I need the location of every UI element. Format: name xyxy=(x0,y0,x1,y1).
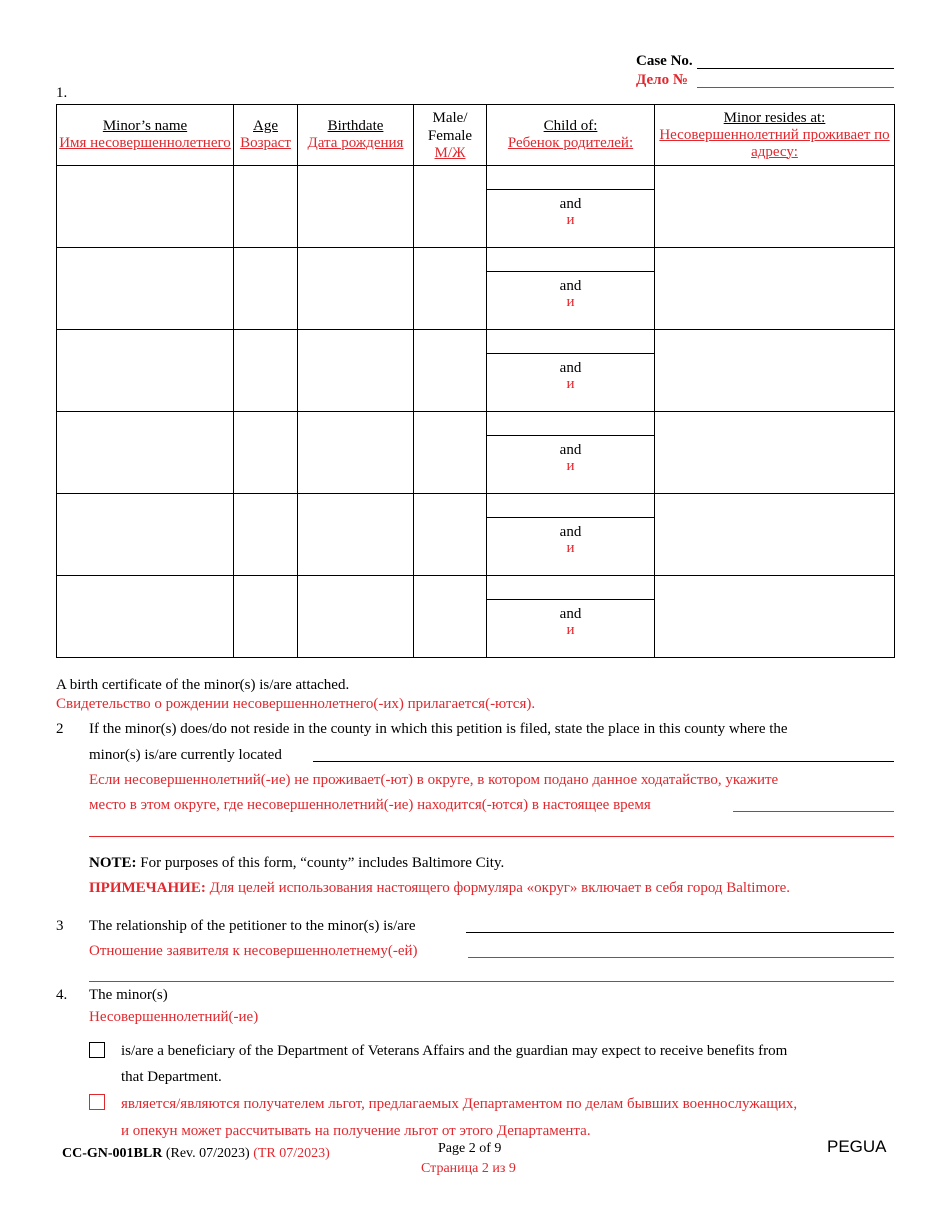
birth-certificate-note: A birth certificate of the minor(s) is/are attached. xyxy=(56,677,350,693)
parent-1-field[interactable] xyxy=(487,576,654,600)
parent-2-field[interactable]: and и xyxy=(559,442,582,474)
parent-2-field[interactable]: and и xyxy=(559,524,582,556)
section-3-text-tr: Отношение заявителя к несовершеннолетнему(-ей) xyxy=(89,943,418,959)
resides-at-cell[interactable] xyxy=(655,248,895,330)
va-beneficiary-text-line2: that Department. xyxy=(121,1069,222,1085)
form-id: CC-GN-001BLR (Rev. 07/2023) (TR 07/2023) xyxy=(62,1146,330,1161)
section-2-number: 2 xyxy=(56,721,64,737)
col-child-of: Child of: Ребенок родителей: xyxy=(487,105,655,166)
minor-name-cell[interactable] xyxy=(57,576,234,658)
sex-cell[interactable] xyxy=(414,330,487,412)
age-cell[interactable] xyxy=(234,494,298,576)
birthdate-cell[interactable] xyxy=(298,248,414,330)
parent-1-field[interactable] xyxy=(487,412,654,436)
section-2-text-tr-line2: место в этом округе, где несовершеннолетний(-ие) находится(-ются) в настоящее время xyxy=(89,797,651,813)
sex-cell[interactable] xyxy=(414,494,487,576)
section-2-text-line2: minor(s) is/are currently located xyxy=(89,747,282,763)
page-number-tr: Страница 2 из 9 xyxy=(421,1161,516,1176)
col-birthdate: Birthdate Дата рождения xyxy=(298,105,414,166)
minor-name-cell[interactable] xyxy=(57,166,234,248)
col-minor-name: Minor’s name Имя несовершеннолетнего xyxy=(57,105,234,166)
va-beneficiary-text-line1: is/are a beneficiary of the Department of Veterans Affairs and the guardian may expect to receive benefits from xyxy=(121,1043,788,1059)
parent-2-field[interactable]: and и xyxy=(559,196,582,228)
minor-name-cell[interactable] xyxy=(57,494,234,576)
col-age: Age Возраст xyxy=(234,105,298,166)
case-no-label-tr: Дело № xyxy=(636,72,688,88)
birthdate-cell[interactable] xyxy=(298,166,414,248)
age-cell[interactable] xyxy=(234,248,298,330)
resides-at-cell[interactable] xyxy=(655,412,895,494)
resides-at-cell[interactable] xyxy=(655,166,895,248)
parent-1-field[interactable] xyxy=(487,166,654,190)
child-of-cell xyxy=(487,412,655,494)
age-cell[interactable] xyxy=(234,412,298,494)
birthdate-cell[interactable] xyxy=(298,494,414,576)
minor-name-cell[interactable] xyxy=(57,248,234,330)
minor-name-cell[interactable] xyxy=(57,330,234,412)
va-beneficiary-checkbox[interactable] xyxy=(89,1042,105,1058)
table-row xyxy=(57,166,895,248)
section-3-text: The relationship of the petitioner to the minor(s) is/are xyxy=(89,918,416,934)
table-row xyxy=(57,248,895,330)
sex-cell[interactable] xyxy=(414,166,487,248)
birthdate-cell[interactable] xyxy=(298,330,414,412)
child-of-cell xyxy=(487,166,655,248)
current-location-field[interactable] xyxy=(313,745,894,762)
section-2-text-tr-line1: Если несовершеннолетний(-ие) не проживает(-ют) в округе, в котором подано данное ходатайство, укажите xyxy=(89,772,779,788)
parent-1-field[interactable] xyxy=(487,248,654,272)
sex-cell[interactable] xyxy=(414,248,487,330)
birthdate-cell[interactable] xyxy=(298,412,414,494)
birthdate-cell[interactable] xyxy=(298,576,414,658)
current-location-tr-line xyxy=(733,795,894,812)
age-cell[interactable] xyxy=(234,166,298,248)
section-1-number: 1. xyxy=(56,85,68,101)
age-cell[interactable] xyxy=(234,330,298,412)
page-number: Page 2 of 9 xyxy=(438,1141,502,1156)
age-cell[interactable] xyxy=(234,576,298,658)
child-of-cell xyxy=(487,576,655,658)
note: NOTE: For purposes of this form, “county” includes Baltimore City. xyxy=(89,855,505,871)
sex-cell[interactable] xyxy=(414,576,487,658)
relationship-tr-line-2 xyxy=(89,965,894,982)
section-4-text: The minor(s) xyxy=(89,987,168,1003)
section-2-text-line1: If the minor(s) does/do not reside in the county in which this petition is filed, state the place in this county where the xyxy=(89,721,788,737)
resides-at-cell[interactable] xyxy=(655,494,895,576)
case-no-label: Case No. xyxy=(636,53,693,69)
note-tr: ПРИМЕЧАНИЕ: Для целей использования настоящего формуляра «округ» включает в себя город Baltimore. xyxy=(89,880,791,896)
va-beneficiary-text-tr-line2: и опекун может рассчитывать на получение льгот от этого Департамента. xyxy=(121,1123,591,1139)
col-sex: Male/ Female М/Ж xyxy=(414,105,487,166)
minors-table xyxy=(56,104,895,658)
child-of-cell xyxy=(487,330,655,412)
language-code: PEGUA xyxy=(827,1137,887,1156)
birth-certificate-note-tr: Свидетельство о рождении несовершеннолетнего(-их) прилагается(-ются). xyxy=(56,696,536,712)
case-no-field[interactable] xyxy=(697,51,894,69)
case-no-field-tr-line xyxy=(697,71,894,88)
va-beneficiary-checkbox-tr[interactable] xyxy=(89,1094,105,1110)
table-row xyxy=(57,330,895,412)
table-row xyxy=(57,494,895,576)
child-of-cell xyxy=(487,494,655,576)
parent-2-field[interactable]: and и xyxy=(559,278,582,310)
current-location-tr-line-2 xyxy=(89,820,894,837)
relationship-field[interactable] xyxy=(466,916,894,933)
parent-2-field[interactable]: and и xyxy=(559,360,582,392)
section-4-number: 4. xyxy=(56,987,68,1003)
parent-1-field[interactable] xyxy=(487,330,654,354)
minor-name-cell[interactable] xyxy=(57,412,234,494)
child-of-cell xyxy=(487,248,655,330)
table-header-row xyxy=(57,105,895,166)
table-row xyxy=(57,412,895,494)
sex-cell[interactable] xyxy=(414,412,487,494)
table-row xyxy=(57,576,895,658)
section-3-number: 3 xyxy=(56,918,64,934)
relationship-tr-line xyxy=(468,941,894,958)
va-beneficiary-text-tr-line1: является/являются получателем льгот, предлагаемых Департаментом по делам бывших военнослужащих, xyxy=(121,1096,798,1112)
parent-1-field[interactable] xyxy=(487,494,654,518)
col-resides-at: Minor resides at: Несовершеннолетний проживает по адресу: xyxy=(655,105,895,166)
section-4-text-tr: Несовершеннолетний(-ие) xyxy=(89,1009,259,1025)
parent-2-field[interactable]: and и xyxy=(559,606,582,638)
resides-at-cell[interactable] xyxy=(655,576,895,658)
resides-at-cell[interactable] xyxy=(655,330,895,412)
